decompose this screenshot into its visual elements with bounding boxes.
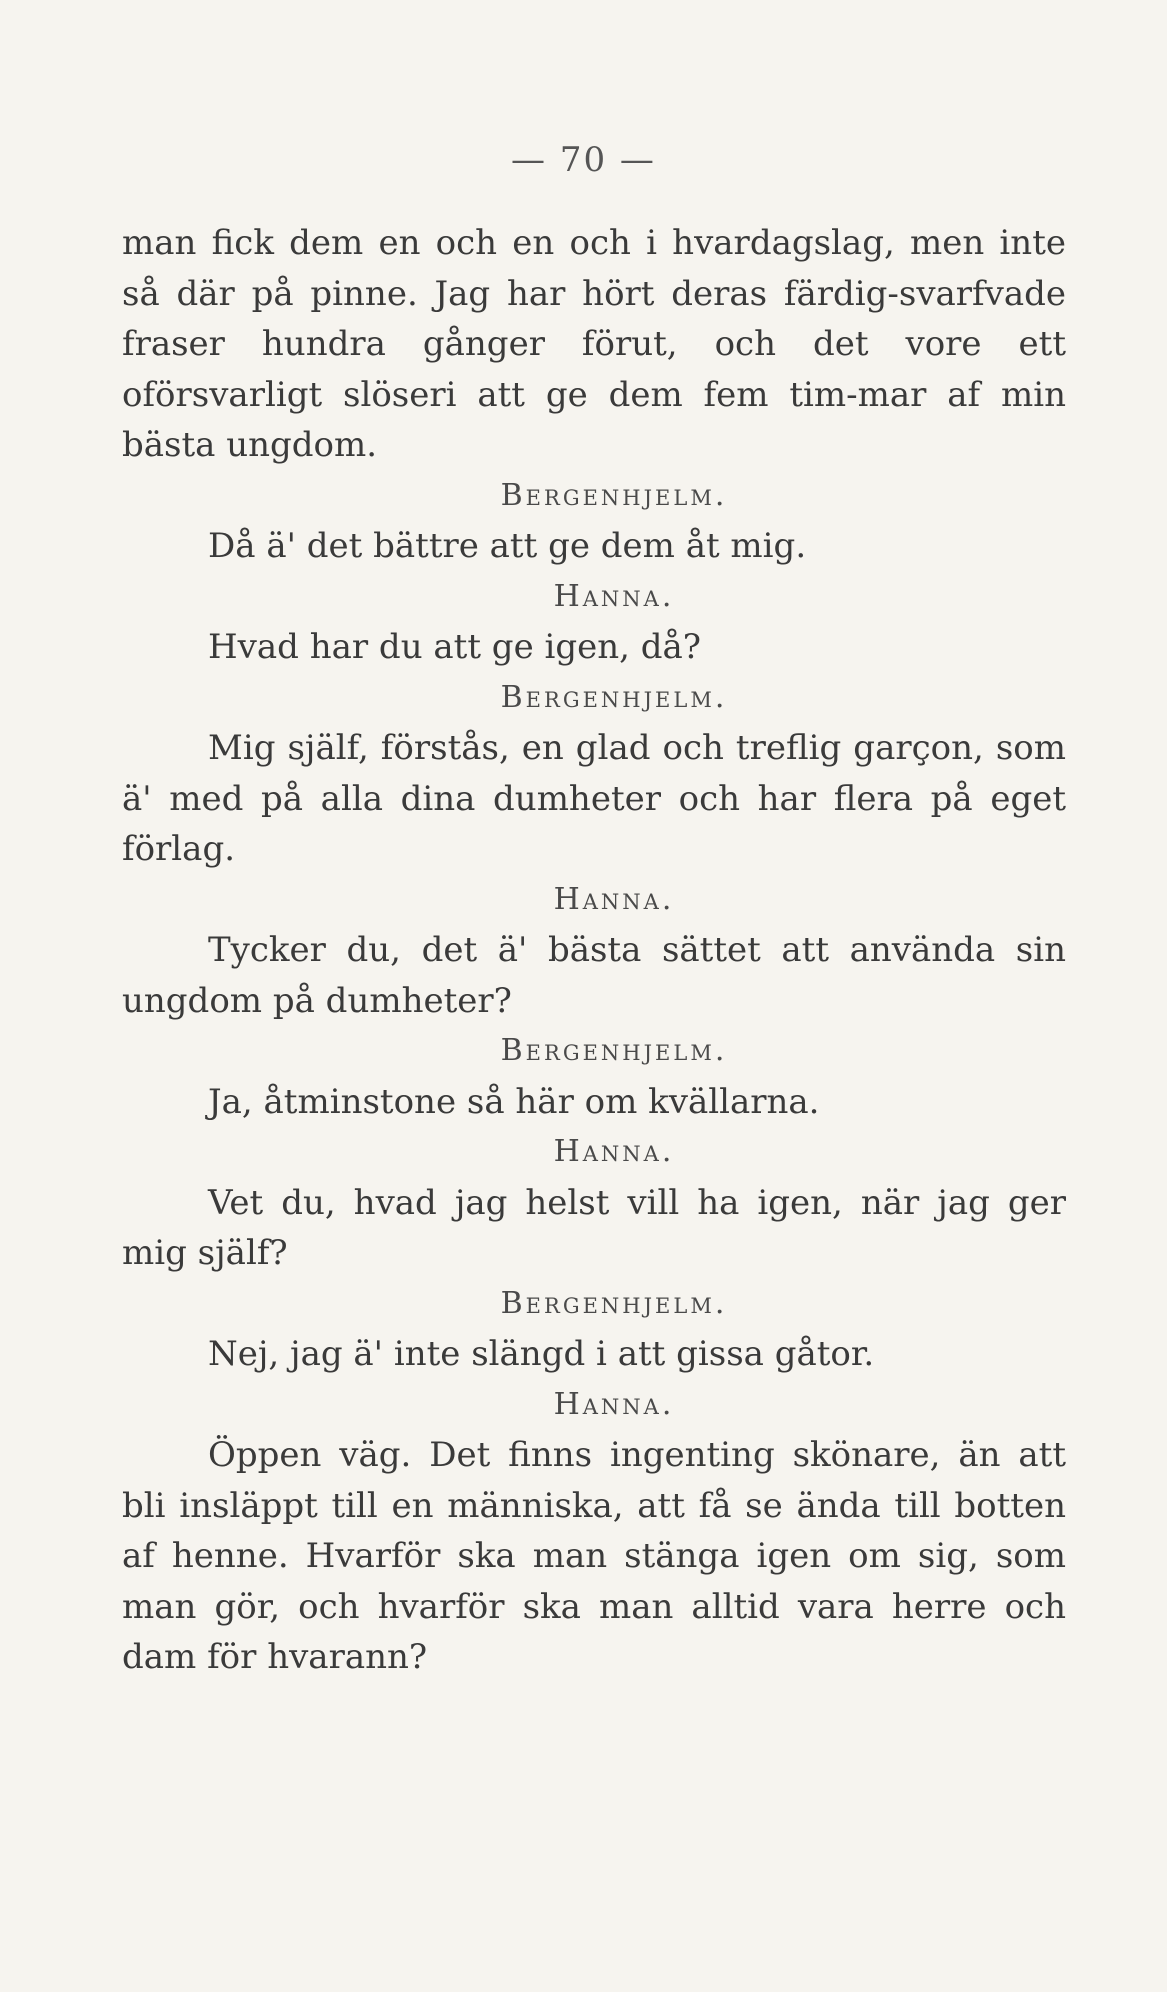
paragraph: Tycker du, det ä' bästa sättet att använda sin ungdom på dumheter?	[122, 930, 1066, 1021]
paragraph: Hvad har du att ge igen, då?	[208, 627, 702, 667]
speaker-name: Bergenhjelm.	[500, 477, 728, 513]
paragraph: man fick dem en och en och i hvardagslag, men inte så där på pinne. Jag har hört deras färdig-svarfvade fraser hundra gånger förut, och det vore ett oförsvarligt slöseri att ge dem fem tim-mar af min bästa ungdom.	[122, 223, 1066, 465]
speaker-name: Hanna.	[553, 1386, 675, 1422]
speaker-name: Hanna.	[553, 1134, 675, 1169]
speaker-name: Bergenhjelm.	[500, 1285, 728, 1321]
paragraph: Öppen väg. Det finns ingenting skönare, än att bli insläppt till en människa, att få se ända till botten af henne. Hvarför ska man stänga igen om sig, som man gör, och hvarför ska man alltid vara herre och dam för hvarann?	[122, 1435, 1066, 1677]
play-text	[122, 218, 1066, 1683]
paragraph: Då ä' det bättre att ge dem åt mig.	[208, 526, 807, 566]
speaker-name: Hanna.	[553, 578, 675, 614]
paragraph: Mig själf, förstås, en glad och treflig garçon, som ä' med på alla dina dumheter och har flera på eget förlag.	[122, 728, 1066, 869]
paragraph: Ja, åtminstone så här om kvällarna.	[208, 1081, 820, 1122]
paragraph: Vet du, hvad jag helst vill ha igen, när jag ger mig själf?	[122, 1182, 1066, 1273]
speaker-name: Bergenhjelm.	[500, 1033, 728, 1068]
page-number: — 70 —	[511, 140, 656, 180]
speaker-name: Hanna.	[553, 881, 675, 917]
speaker-name: Bergenhjelm.	[500, 679, 728, 715]
paragraph: Nej, jag ä' inte slängd i att gissa gåtor.	[208, 1334, 875, 1374]
